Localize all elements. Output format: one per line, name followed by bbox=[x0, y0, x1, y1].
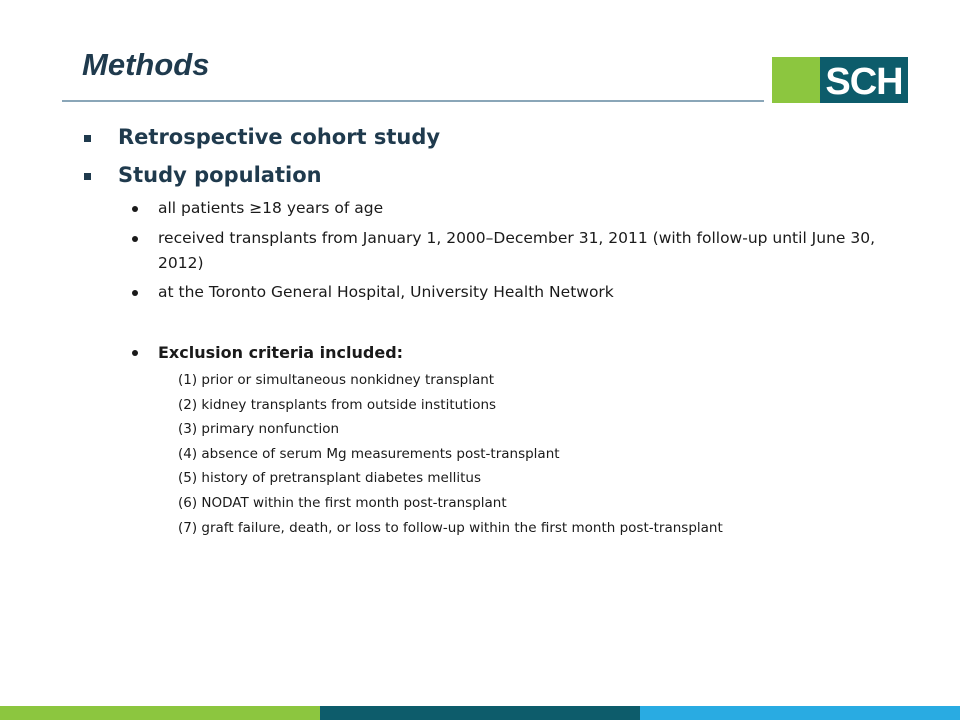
population-item: received transplants from January 1, 2000–December 31, 2011 (with follow-up until June 30, 2012) bbox=[158, 229, 876, 272]
exclusion-heading: Exclusion criteria included: bbox=[158, 343, 404, 362]
footer-color-bar bbox=[0, 706, 960, 720]
title-divider bbox=[62, 100, 764, 102]
sch-logo bbox=[772, 57, 908, 103]
footer-green-segment bbox=[0, 706, 320, 720]
square-bullet-icon bbox=[84, 173, 91, 180]
exclusion-item: (4) absence of serum Mg measurements post-transplant bbox=[178, 446, 560, 462]
footer-teal-segment bbox=[320, 706, 640, 720]
exclusion-item: (7) graft failure, death, or loss to follow-up within the first month post-transplant bbox=[178, 520, 723, 536]
logo-text: SCH bbox=[825, 61, 903, 103]
dot-bullet-icon bbox=[132, 206, 138, 212]
square-bullet-icon bbox=[84, 135, 91, 142]
exclusion-item: (6) NODAT within the first month post-transplant bbox=[178, 495, 507, 511]
bullet-study-population: Study population bbox=[118, 163, 322, 187]
bullet-retrospective: Retrospective cohort study bbox=[118, 125, 441, 149]
logo-green-block bbox=[772, 57, 820, 103]
dot-bullet-icon bbox=[132, 350, 138, 356]
population-item: at the Toronto General Hospital, University Health Network bbox=[158, 283, 614, 301]
footer-blue-segment bbox=[640, 706, 960, 720]
exclusion-item: (5) history of pretransplant diabetes mellitus bbox=[178, 470, 481, 486]
dot-bullet-icon bbox=[132, 236, 138, 242]
dot-bullet-icon bbox=[132, 290, 138, 296]
population-item: all patients ≥18 years of age bbox=[158, 199, 384, 217]
exclusion-item: (3) primary nonfunction bbox=[178, 421, 340, 437]
exclusion-item: (1) prior or simultaneous nonkidney transplant bbox=[178, 372, 495, 388]
exclusion-item: (2) kidney transplants from outside institutions bbox=[178, 397, 497, 413]
slide-title: Methods bbox=[82, 47, 210, 82]
